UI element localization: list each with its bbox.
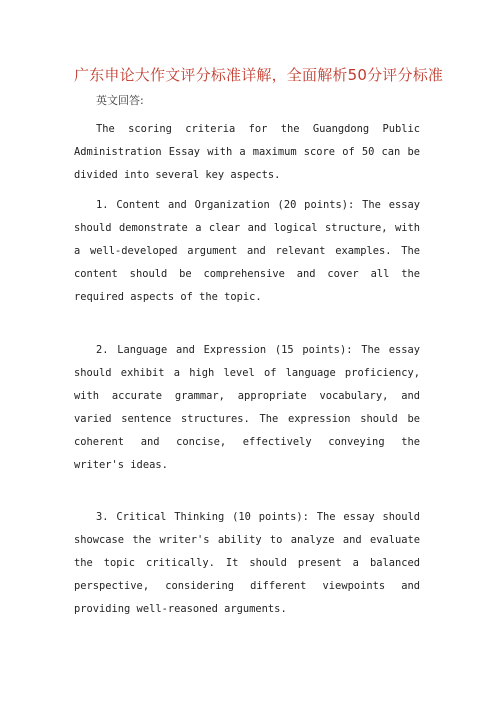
paragraph-intro: The scoring criteria for the Guangdong Public Administration Essay with a maximum score of 50 can be divided into several key aspects. [74,123,420,181]
answer-label: 英文回答: [96,94,144,107]
paragraph-critical-thinking: 3. Critical Thinking (10 points): The essay should showcase the writer's ability to analyze and evaluate the topic critically. It should present a balanced perspective, considering different viewpoints and providing well-reasoned arguments. [74,511,420,615]
document-title: 广东申论大作文评分标准详解，全面解析50分评分标准 [74,66,444,84]
paragraph-content-organization: 1. Content and Organization (20 points): The essay should demonstrate a clear and logical structure, with a well-developed argument and relevant examples. The content should be comprehensive and cover all the required aspects of the topic. [74,199,420,303]
paragraph-language-expression: 2. Language and Expression (15 points): The essay should exhibit a high level of language proficiency, with accurate grammar, appropriate vocabulary, and varied sentence structures. The expression should be coherent and concise, effectively conveying the writer's ideas. [74,344,420,471]
